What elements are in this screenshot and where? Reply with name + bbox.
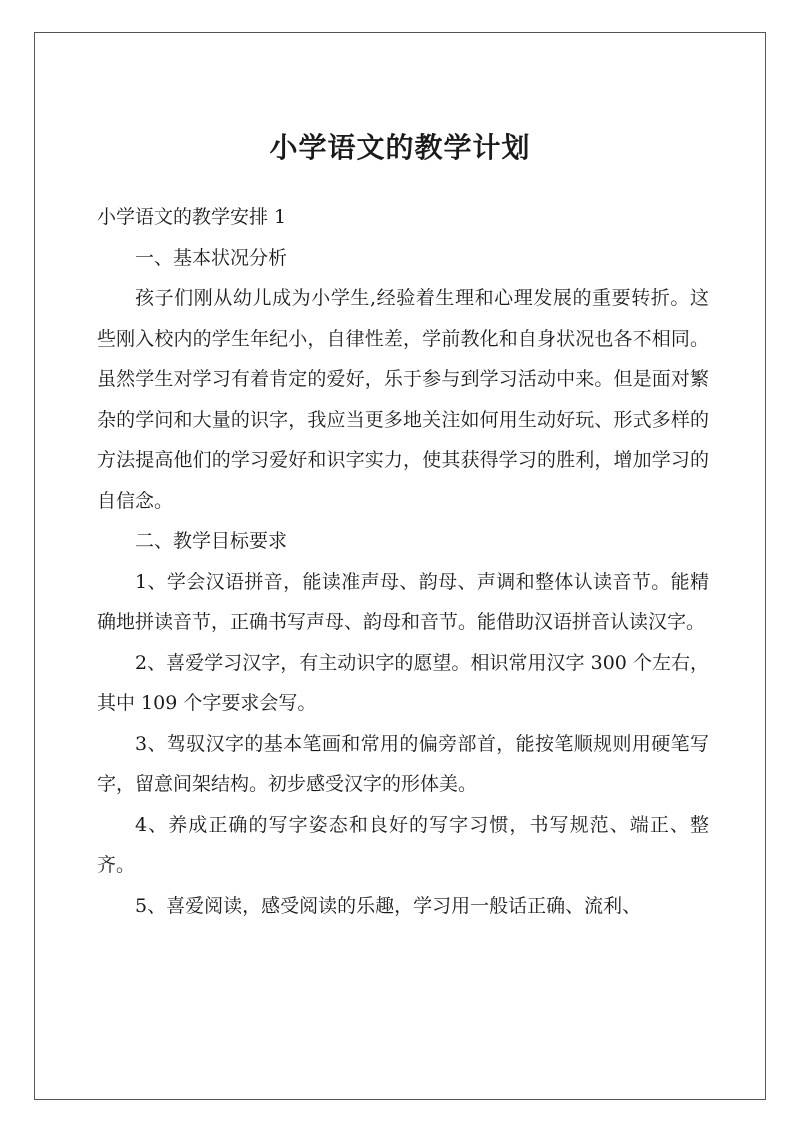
heading-basic-situation: 一、基本状况分析: [135, 246, 288, 269]
document-title: 小学语文的教学计划: [269, 131, 531, 164]
goal-item-2: 2、喜爱学习汉字，有主动识字的愿望。相识常用汉字 300 个左右，其中 109 个字要求会写。: [97, 651, 709, 714]
goal-item-1: 1、学会汉语拼音，能读准声母、韵母、声调和整体认读音节。能精确地拼读音节，正确书写声母、韵母和音节。能借助汉语拼音认读汉字。: [97, 570, 709, 633]
section-subtitle: 小学语文的教学安排 1: [97, 206, 287, 228]
goal-item-3: 3、驾驭汉字的基本笔画和常用的偏旁部首，能按笔顺规则用硬笔写字，留意间架结构。初步感受汉字的形体美。: [97, 732, 709, 795]
document-body: [97, 197, 709, 926]
heading-teaching-goals: 二、教学目标要求: [135, 530, 288, 552]
goal-item-5: 5、喜爱阅读，感受阅读的乐趣，学习用一般话正确、流利、: [135, 894, 642, 917]
goal-item-4: 4、养成正确的写字姿态和良好的写字习惯，书写规范、端正、整齐。: [97, 813, 709, 876]
paragraph-situation-analysis: 孩子们刚从幼儿成为小学生,经验着生理和心理发展的重要转折。这些刚入校内的学生年纪小，自律性差，学前教化和自身状况也各不相同。虽然学生对学习有着肯定的爱好，乐于参与到学习活动中来。但是面对繁杂的学问和大量的识字，我应当更多地关注如何用生动好玩、形式多样的方法提高他们的学习爱好和识字实力，使其获得学习的胜利，增加学习的自信念。: [97, 287, 709, 512]
